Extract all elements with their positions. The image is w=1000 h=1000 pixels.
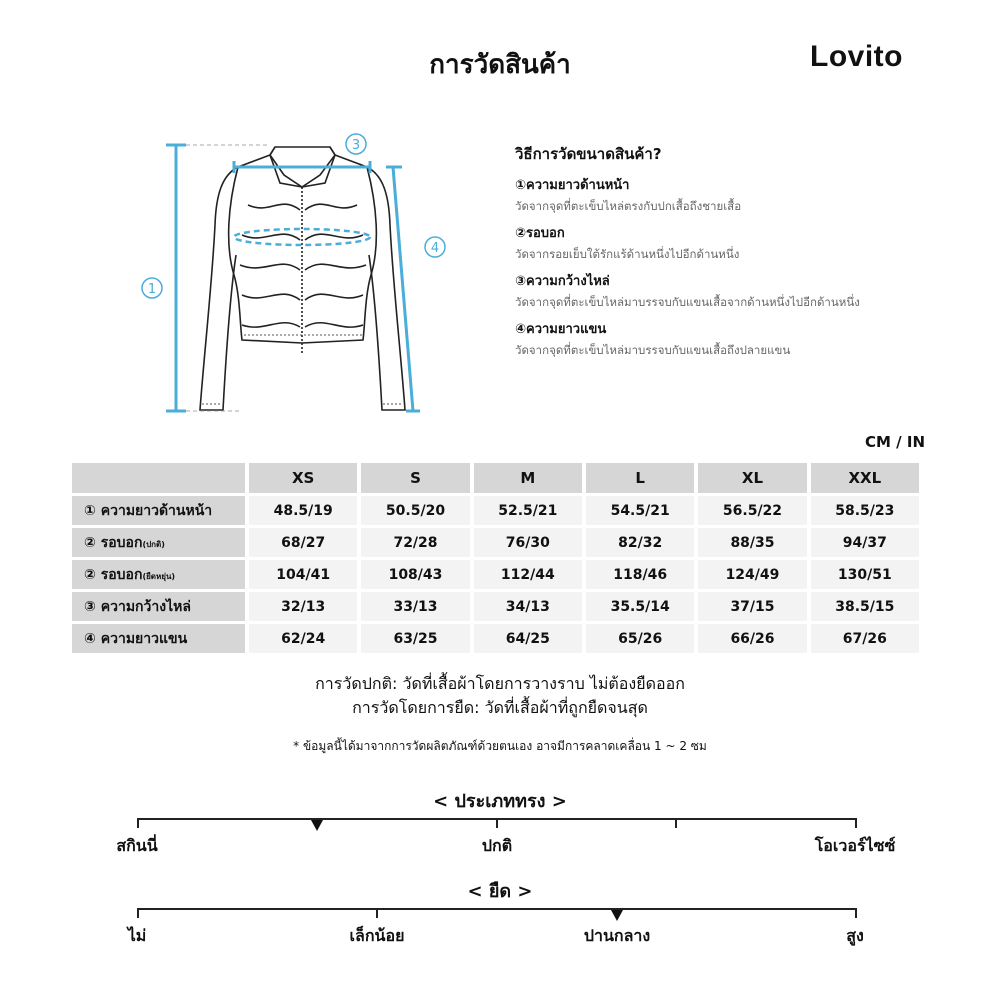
table-row bbox=[72, 624, 919, 653]
guide-item-desc: วัดจากรอยเย็บใต้รักแร้ด้านหนึ่งไปอีกด้านหนึ่ง bbox=[515, 247, 740, 261]
size-header: S bbox=[361, 463, 469, 493]
table-cell: 72/28 bbox=[361, 528, 469, 557]
table-cell: 34/13 bbox=[474, 592, 582, 621]
table-cell: 56.5/22 bbox=[698, 496, 806, 525]
table-cell: 65/26 bbox=[586, 624, 694, 653]
measurement-guide bbox=[515, 142, 955, 366]
table-cell: 124/49 bbox=[698, 560, 806, 589]
fit-label-oversize: โอเวอร์ไซซ์ bbox=[814, 836, 896, 855]
guide-item-desc: วัดจากจุดที่ตะเข็บไหล่มาบรรจบกับแขนเสื้อถึงปลายแขน bbox=[515, 343, 791, 357]
svg-text:1: 1 bbox=[147, 282, 157, 297]
shoulder-width-marker bbox=[234, 161, 370, 173]
size-header: XS bbox=[249, 463, 357, 493]
table-cell: 130/51 bbox=[811, 560, 919, 589]
fit-scale-title: < ประเภททรง > bbox=[433, 791, 567, 812]
row-label-sub: (ปกติ) bbox=[142, 539, 165, 549]
row-label-sub: (ยืดหยุ่น) bbox=[142, 571, 176, 581]
row-label bbox=[72, 528, 245, 557]
stretch-tick bbox=[855, 908, 857, 918]
guide-item-title: ③ความกว้างไหล่ bbox=[515, 274, 610, 289]
stretch-selected-marker bbox=[611, 910, 623, 921]
row-label-text: ② รอบอก bbox=[84, 566, 143, 583]
disclaimer: * ข้อมูลนี้ได้มาจากการวัดผลิตภัณฑ์ด้วยตนเอง อาจมีการคลาดเคลื่อน 1 ~ 2 ซม bbox=[293, 739, 707, 753]
row-label-text: ④ ความยาวแขน bbox=[84, 630, 188, 647]
front-length-marker bbox=[166, 145, 186, 411]
stretch-tick bbox=[376, 908, 378, 918]
row-label bbox=[72, 624, 245, 653]
stretch-label-slight: เล็กน้อย bbox=[349, 926, 405, 945]
unit-label: CM / IN bbox=[865, 433, 925, 451]
fit-selected-marker bbox=[311, 820, 323, 831]
fit-label-regular: ปกติ bbox=[481, 836, 513, 855]
guide-item bbox=[515, 270, 955, 312]
table-cell: 33/13 bbox=[361, 592, 469, 621]
table-cell: 52.5/21 bbox=[474, 496, 582, 525]
note-stretch: การวัดโดยการยืด: วัดที่เสื้อผ้าที่ถูกยืดจนสุด bbox=[352, 698, 648, 717]
guide-item-desc: วัดจากจุดที่ตะเข็บไหล่มาบรรจบกับแขนเสื้อจากด้านหนึ่งไปอีกด้านหนึ่ง bbox=[515, 295, 860, 309]
size-table bbox=[68, 460, 923, 656]
guide-item-title: ①ความยาวด้านหน้า bbox=[515, 178, 630, 193]
guide-item bbox=[515, 174, 955, 216]
table-cell: 62/24 bbox=[249, 624, 357, 653]
shirt-outline bbox=[200, 147, 405, 410]
note-normal: การวัดปกติ: วัดที่เสื้อผ้าโดยการวางราบ ไม่ต้องยืดออก bbox=[315, 674, 685, 693]
guide-item-title: ②รอบอก bbox=[515, 226, 565, 241]
table-cell: 94/37 bbox=[811, 528, 919, 557]
table-cell: 50.5/20 bbox=[361, 496, 469, 525]
row-label bbox=[72, 560, 245, 589]
table-cell: 58.5/23 bbox=[811, 496, 919, 525]
table-cell: 37/15 bbox=[698, 592, 806, 621]
table-cell: 63/25 bbox=[361, 624, 469, 653]
fit-tick bbox=[496, 818, 498, 828]
measurement-notes bbox=[0, 672, 1000, 720]
table-cell: 112/44 bbox=[474, 560, 582, 589]
table-header-row bbox=[72, 463, 919, 493]
row-label-text: ③ ความกว้างไหล่ bbox=[84, 598, 191, 615]
fit-tick bbox=[675, 818, 677, 828]
guide-item bbox=[515, 318, 955, 360]
guide-heading: วิธีการวัดขนาดสินค้า? bbox=[515, 145, 662, 163]
sleeve-length-marker bbox=[386, 167, 420, 411]
row-label-text: ② รอบอก bbox=[84, 534, 143, 551]
stretch-label-medium: ปานกลาง bbox=[583, 926, 651, 945]
guide-item-title: ④ความยาวแขน bbox=[515, 322, 607, 337]
stretch-label-high: สูง bbox=[846, 926, 864, 945]
page-title: การวัดสินค้า bbox=[429, 50, 571, 80]
brand-logo: Lovito bbox=[810, 40, 903, 73]
table-row bbox=[72, 592, 919, 621]
table-row bbox=[72, 496, 919, 525]
table-cell: 88/35 bbox=[698, 528, 806, 557]
table-cell: 67/26 bbox=[811, 624, 919, 653]
table-cell: 32/13 bbox=[249, 592, 357, 621]
table-cell: 35.5/14 bbox=[586, 592, 694, 621]
table-cell: 82/32 bbox=[586, 528, 694, 557]
table-corner bbox=[72, 463, 245, 493]
fit-scale bbox=[116, 818, 896, 858]
size-header: M bbox=[474, 463, 582, 493]
svg-text:3: 3 bbox=[351, 138, 361, 153]
stretch-scale-title: < ยืด > bbox=[467, 881, 533, 902]
table-cell: 54.5/21 bbox=[586, 496, 694, 525]
row-label-text: ① ความยาวด้านหน้า bbox=[84, 502, 213, 519]
svg-text:4: 4 bbox=[430, 241, 440, 256]
table-cell: 38.5/15 bbox=[811, 592, 919, 621]
size-header: XL bbox=[698, 463, 806, 493]
stretch-label-none: ไม่ bbox=[127, 926, 147, 945]
stretch-tick bbox=[137, 908, 139, 918]
size-header: L bbox=[586, 463, 694, 493]
guide-item bbox=[515, 222, 955, 264]
table-cell: 66/26 bbox=[698, 624, 806, 653]
stretch-scale-line bbox=[137, 908, 857, 910]
fit-tick bbox=[137, 818, 139, 828]
table-row bbox=[72, 528, 919, 557]
fit-tick bbox=[855, 818, 857, 828]
row-label bbox=[72, 496, 245, 525]
table-cell: 48.5/19 bbox=[249, 496, 357, 525]
table-cell: 118/46 bbox=[586, 560, 694, 589]
guide-item-desc: วัดจากจุดที่ตะเข็บไหล่ตรงกับปกเสื้อถึงชายเสื้อ bbox=[515, 199, 742, 213]
table-cell: 68/27 bbox=[249, 528, 357, 557]
table-cell: 108/43 bbox=[361, 560, 469, 589]
table-cell: 76/30 bbox=[474, 528, 582, 557]
table-row bbox=[72, 560, 919, 589]
fit-label-skinny: สกินนี่ bbox=[116, 836, 158, 855]
table-cell: 104/41 bbox=[249, 560, 357, 589]
row-label bbox=[72, 592, 245, 621]
stretch-scale bbox=[127, 908, 864, 948]
garment-diagram bbox=[130, 125, 460, 425]
size-header: XXL bbox=[811, 463, 919, 493]
table-cell: 64/25 bbox=[474, 624, 582, 653]
